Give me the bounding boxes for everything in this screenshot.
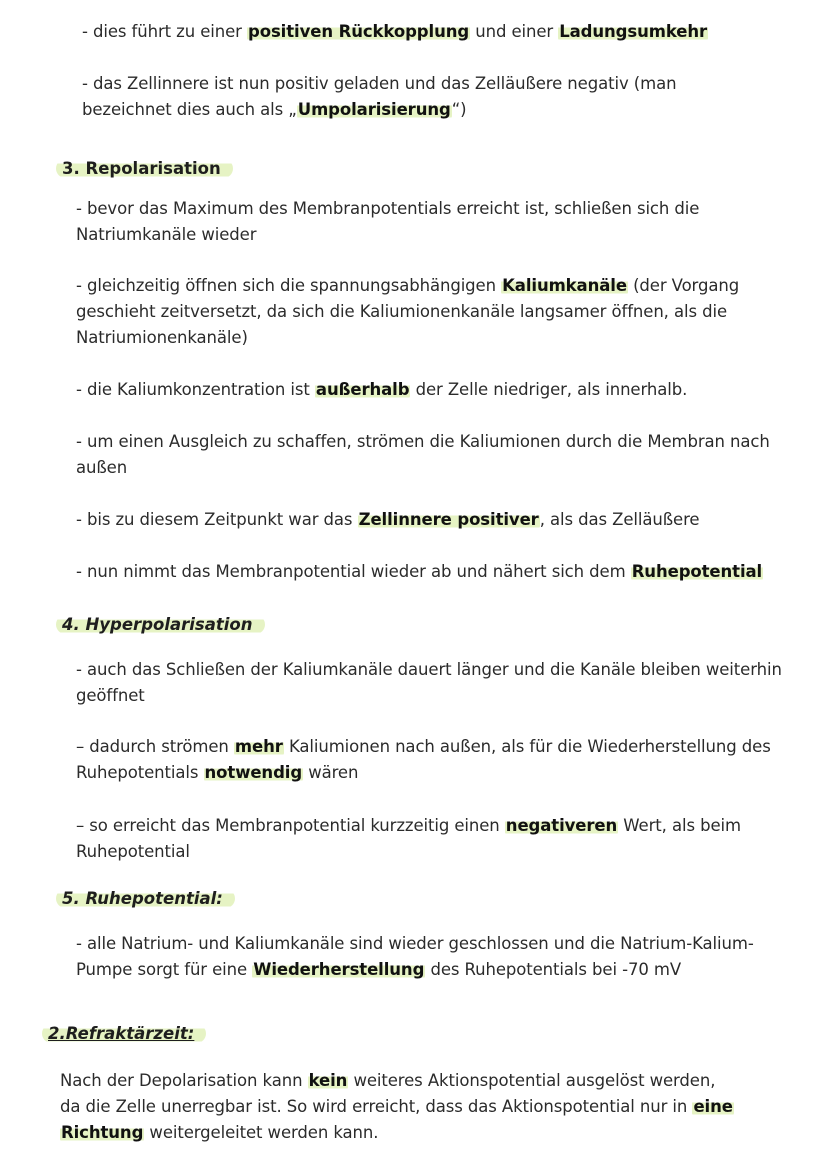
text-line: geöffnet — [76, 686, 145, 705]
text-line: - das Zellinnere ist nun positiv geladen und das Zelläußere negativ (man — [82, 74, 677, 93]
text-line: da die Zelle unerregbar ist. So wird erreicht, dass das Aktionspotential nur in eine — [60, 1097, 733, 1116]
highlight: Kaliumkanäle — [502, 276, 627, 295]
highlight: Ladungsumkehr — [559, 22, 708, 41]
text-line: Ruhepotentials notwendig wären — [76, 763, 359, 782]
highlight: außerhalb — [315, 380, 410, 399]
text-line: - nun nimmt das Membranpotential wieder ab und nähert sich dem Ruhepotential — [76, 562, 763, 581]
text-line: - alle Natrium- und Kaliumkanäle sind wieder geschlossen und die Natrium-Kalium- — [76, 934, 754, 953]
text-line: - um einen Ausgleich zu schaffen, strömen die Kaliumionen durch die Membran nach — [76, 432, 770, 451]
text-line: Richtung weitergeleitet werden kann. — [61, 1123, 379, 1142]
highlight: mehr — [234, 737, 283, 756]
highlight: Zellinnere positiver — [358, 510, 539, 529]
section-heading: 4. Hyperpolarisation — [56, 612, 265, 638]
highlight: notwendig — [204, 763, 303, 782]
highlight: Wiederherstellung — [253, 960, 425, 979]
highlight: kein — [308, 1071, 348, 1090]
text-line: geschieht zeitversetzt, da sich die Kaliumionenkanäle langsamer öffnen, als die — [76, 302, 728, 321]
text-line: bezeichnet dies auch als „Umpolarisierung“) — [82, 100, 467, 119]
highlight: Umpolarisierung — [297, 100, 451, 119]
text-line: außen — [76, 458, 128, 477]
highlight: positiven Rückkopplung — [248, 22, 470, 41]
text-line: Natriumionenkanäle) — [76, 328, 248, 347]
highlight: Richtung — [61, 1123, 144, 1142]
text-line: - bevor das Maximum des Membranpotentials erreicht ist, schließen sich die — [76, 199, 700, 218]
highlight: Ruhepotential — [631, 562, 763, 581]
highlight: eine — [693, 1097, 733, 1116]
highlight: negativeren — [505, 816, 618, 835]
section-heading: 2.Refraktärzeit: — [42, 1021, 206, 1047]
section-heading: 5. Ruhepotential: — [56, 886, 235, 912]
text-line: Nach der Depolarisation kann kein weiteres Aktionspotential ausgelöst werden, — [60, 1071, 716, 1090]
text-line: - dies führt zu einer positiven Rückkopplung und einer Ladungsumkehr — [82, 22, 708, 41]
text-line: - gleichzeitig öffnen sich die spannungsabhängigen Kaliumkanäle (der Vorgang — [76, 276, 740, 295]
text-line: - bis zu diesem Zeitpunkt war das Zellinnere positiver, als das Zelläußere — [76, 510, 700, 529]
text-line: – dadurch strömen mehr Kaliumionen nach außen, als für die Wiederherstellung des — [76, 737, 771, 756]
text-line: Pumpe sorgt für eine Wiederherstellung des Ruhepotentials bei -70 mV — [76, 960, 682, 979]
text-line: – so erreicht das Membranpotential kurzzeitig einen negativeren Wert, als beim — [76, 816, 741, 835]
text-line: - auch das Schließen der Kaliumkanäle dauert länger und die Kanäle bleiben weiterhin — [76, 660, 782, 679]
text-line: Ruhepotential — [76, 842, 190, 861]
text-line: Natriumkanäle wieder — [76, 225, 257, 244]
text-line: - die Kaliumkonzentration ist außerhalb der Zelle niedriger, als innerhalb. — [76, 380, 688, 399]
section-heading: 3. Repolarisation — [56, 156, 233, 182]
